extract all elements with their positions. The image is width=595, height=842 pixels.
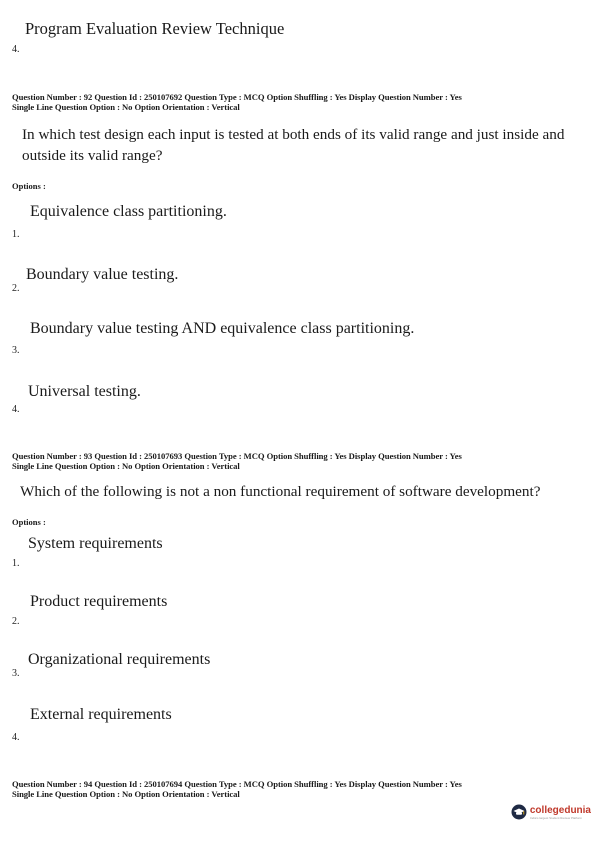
options-label: Options : xyxy=(12,181,46,191)
option-number: 3. xyxy=(12,668,20,679)
option-number: 4. xyxy=(12,44,20,55)
option-text: External requirements xyxy=(30,706,172,723)
collegedunia-logo xyxy=(511,804,591,820)
option-number: 4. xyxy=(12,732,20,743)
logo-brand: collegedunia xyxy=(529,804,591,816)
question-meta-line2: Single Line Question Option : No Option Orientation : Vertical xyxy=(12,788,240,799)
question-meta-line1: Question Number : 92 Question Id : 250107692 Question Type : MCQ Option Shuffling : Yes Display Question Number : Yes xyxy=(12,92,462,102)
question-meta xyxy=(12,780,572,799)
question-meta-line1: Question Number : 94 Question Id : 250107694 Question Type : MCQ Option Shuffling : Yes Display Question Number : Yes xyxy=(12,779,462,789)
option-number: 1. xyxy=(12,558,20,569)
option-text: Program Evaluation Review Technique xyxy=(25,19,285,38)
option-text: Boundary value testing. xyxy=(26,266,179,283)
question-meta-line2: Single Line Question Option : No Option Orientation : Vertical xyxy=(12,101,240,112)
option-number: 4. xyxy=(12,404,20,415)
logo-tagline: India's largest Student Review Platform xyxy=(529,815,583,820)
option-number: 2. xyxy=(12,616,20,627)
question-meta xyxy=(12,452,572,471)
graduation-cap-icon xyxy=(511,804,527,820)
option-text: Boundary value testing AND equivalence class partitioning. xyxy=(30,320,415,337)
question-meta xyxy=(12,93,572,112)
question-text: Which of the following is not a non functional requirement of software development? xyxy=(20,483,541,500)
option-number: 1. xyxy=(12,229,20,240)
options-label: Options : xyxy=(12,517,46,527)
option-text: Universal testing. xyxy=(28,383,141,400)
option-text: Equivalence class partitioning. xyxy=(30,203,227,220)
option-number: 2. xyxy=(12,283,20,294)
option-text: System requirements xyxy=(28,535,163,552)
question-text: In which test design each input is tested at both ends of its valid range and just inside and outside its valid range? xyxy=(22,126,565,164)
question-meta-line2: Single Line Question Option : No Option Orientation : Vertical xyxy=(12,460,240,471)
question-meta-line1: Question Number : 93 Question Id : 250107693 Question Type : MCQ Option Shuffling : Yes Display Question Number : Yes xyxy=(12,451,462,461)
option-text: Product requirements xyxy=(30,593,168,610)
option-text: Organizational requirements xyxy=(28,651,211,668)
option-number: 3. xyxy=(12,345,20,356)
